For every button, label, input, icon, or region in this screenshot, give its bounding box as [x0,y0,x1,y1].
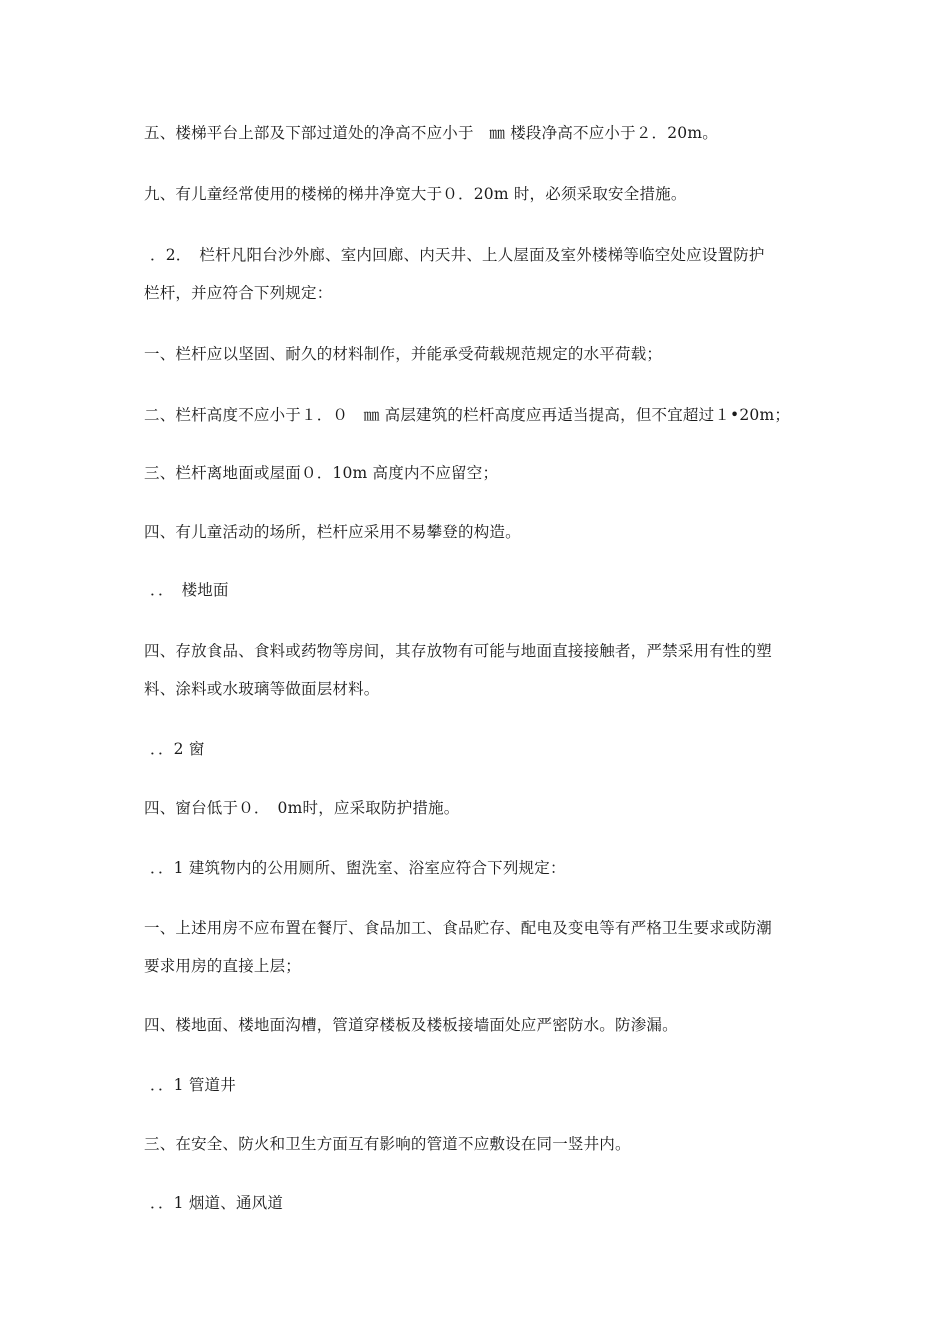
text-line: 栏杆，并应符合下列规定： [144,284,333,302]
section-heading: ．． 楼地面 [150,581,229,599]
text-line: 二、栏杆高度不应小于１．０ ㎜ 高层建筑的栏杆高度应再适当提高，但不宜超过１•20m； [144,406,791,424]
text-line: 料、涂料或水玻璃等做面层材料。 [144,680,380,698]
text-line: 三、栏杆离地面或屋面０．10m 高度内不应留空； [144,464,499,482]
text-line: 四、楼地面、楼地面沟槽，管道穿楼板及楼板接墙面处应严密防水。防渗漏。 [144,1016,678,1034]
text-line: 要求用房的直接上层； [144,957,302,975]
text-line: 一、栏杆应以坚固、耐久的材料制作，并能承受荷载规范规定的水平荷载； [144,345,663,363]
section-heading: ．．1 管道井 [150,1076,236,1094]
text-line: 四、窗台低于０． 0m时，应采取防护措施。 [144,799,460,817]
section-heading: ．．1 烟道、通风道 [150,1194,284,1212]
text-line: 三、在安全、防火和卫生方面互有影响的管道不应敷设在同一竖井内。 [144,1135,631,1153]
text-line: 一、上述用房不应布置在餐厅、食品加工、食品贮存、配电及变电等有严格卫生要求或防潮 [144,919,773,937]
text-line: 五、楼梯平台上部及下部过道处的净高不应小于 ㎜ 楼段净高不应小于２．20m。 [144,124,718,142]
text-line: 四、存放食品、食料或药物等房间，其存放物有可能与地面直接接触者，严禁采用有性的塑 [144,642,773,660]
section-heading: ．．1 建筑物内的公用厕所、盥洗室、浴室应符合下列规定： [150,859,566,877]
text-line: 四、有儿童活动的场所，栏杆应采用不易攀登的构造。 [144,523,521,541]
text-line: 九、有儿童经常使用的楼梯的梯井净宽大于０．20m 时，必须采取安全措施。 [144,185,687,203]
section-heading: ．．2 窗 [150,740,205,758]
section-heading: ．2． 栏杆凡阳台沙外廊、室内回廊、内天井、上人屋面及室外楼梯等临空处应设置防护 [150,246,765,264]
